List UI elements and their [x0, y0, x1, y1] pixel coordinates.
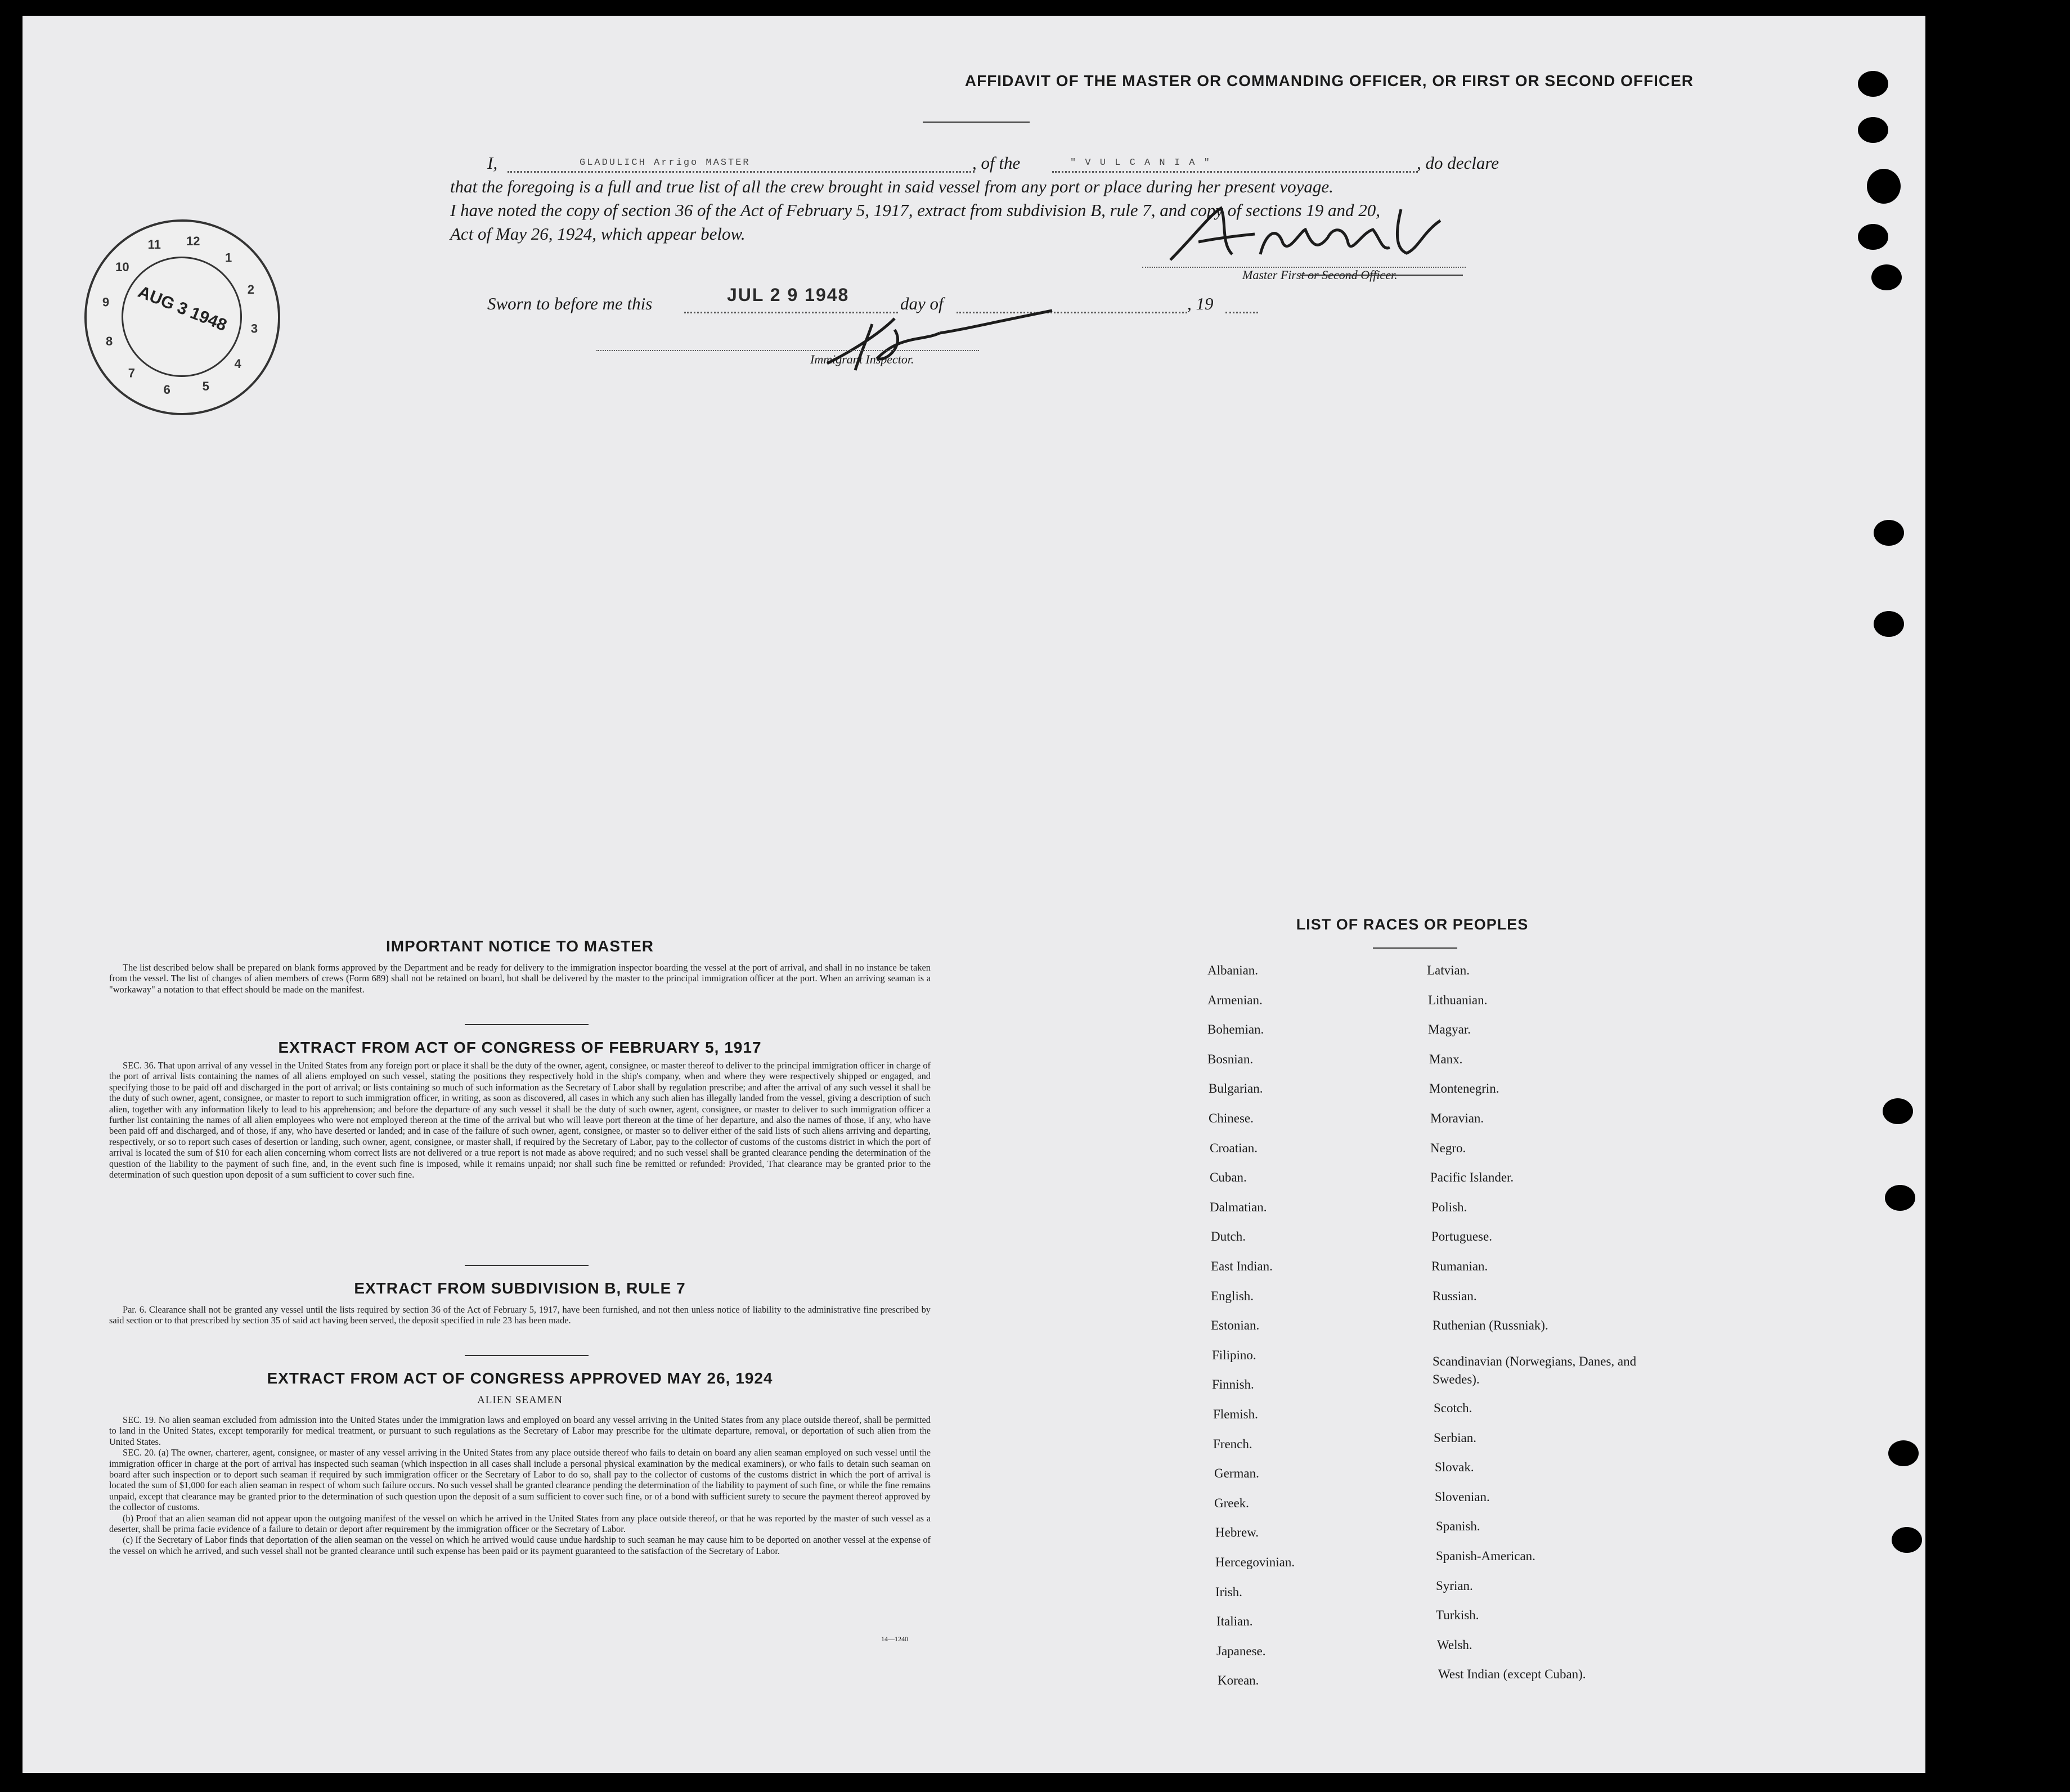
form-number: 14—1240 [881, 1635, 908, 1643]
races-title: LIST OF RACES OR PEOPLES [1296, 916, 1529, 933]
race-item: Welsh. [1437, 1637, 1472, 1652]
race-item: Hercegovinian. [1215, 1555, 1295, 1569]
punch-hole [1874, 611, 1904, 637]
race-item: Ruthenian (Russniak). [1433, 1318, 1548, 1333]
race-item: Filipino. [1212, 1348, 1256, 1362]
declaration-line-3: I have noted the copy of section 36 of the Act of February 5, 1917, extract from subdivision B, rule 7, and copy of sections 19 and 20, [450, 200, 1381, 220]
punch-hole [1871, 264, 1902, 290]
race-item: Armenian. [1207, 992, 1263, 1007]
race-item: Finnish. [1212, 1377, 1254, 1392]
race-item: Manx. [1429, 1052, 1463, 1066]
race-item: German. [1214, 1466, 1259, 1481]
extract-1924-title: EXTRACT FROM ACT OF CONGRESS APPROVED MAY 26, 1924 [267, 1369, 773, 1387]
race-item: Spanish-American. [1436, 1549, 1535, 1563]
stamp-numeral: 7 [128, 366, 136, 380]
race-item: Dutch. [1211, 1229, 1246, 1244]
race-item: Italian. [1216, 1614, 1253, 1629]
race-item: Cuban. [1210, 1170, 1247, 1185]
punch-hole [1888, 1440, 1919, 1466]
race-item: Negro. [1430, 1140, 1466, 1155]
race-item: Scandinavian (Norwegians, Danes, and Swedes). [1433, 1354, 1637, 1386]
race-item: Irish. [1215, 1584, 1242, 1599]
section-rule [465, 1024, 589, 1025]
race-item: East Indian. [1211, 1259, 1273, 1273]
punch-hole [1858, 224, 1888, 250]
officer-strike [1300, 275, 1463, 276]
race-item: Korean. [1218, 1673, 1259, 1688]
vessel-name-line [1052, 171, 1418, 173]
race-item: Russian. [1433, 1288, 1477, 1303]
sworn-label: Sworn to before me this [487, 294, 653, 313]
stamp-numeral: 10 [115, 259, 129, 274]
punch-hole [1867, 169, 1901, 204]
race-item: Serbian. [1434, 1430, 1477, 1445]
race-item: Montenegrin. [1429, 1081, 1499, 1096]
declaration-i-label: I, [487, 153, 498, 173]
race-item: Bulgarian. [1209, 1081, 1263, 1096]
notice-paragraph: The list described below shall be prepared on blank forms approved by the Department and be ready for delivery to the immigration inspector boarding the vessel at the port of arrival, and shall in no instance be taken from the vessel. The list of changes of alien members of crews (Form 689) shall not be retained on board, but shall be delivered by the master to the principal immigration officer at the port. When an arriving seaman is a "workaway" a notation to that effect should be made on the manifest. [109, 962, 931, 995]
sec20a-paragraph: SEC. 20. (a) The owner, charterer, agent, consignee, or master of any vessel arriving in the United States from any place outside thereof who fails to detain on board any alien seaman employed on such vessel until the immigration officer in charge at the port of arrival has inspected such seaman (which inspection in all cases shall include a personal physical examination by the medical examiners), or who fails to detain such seaman on board after such inspection or to deport such seaman if required by such immigration officer or the Secretary of Labor to do so, shall pay to the collector of customs of the customs district in which the port of arrival is located the sum of $1,000 for each alien seaman in respect of whom such failure occurs. No such vessel shall be granted clearance pending the determination of the liability to payment of such fine, or while the fine remains unpaid, except that clearance may be granted prior to the determination of such question upon the deposit of a sum sufficient to cover such fine, or of a bond with sufficient surety to secure the payment thereof approved by the collector of customs. [109, 1447, 931, 1513]
notice-text [109, 962, 931, 995]
stamp-numeral: 8 [105, 334, 113, 348]
sec20b-paragraph: (b) Proof that an alien seaman did not appear upon the outgoing manifest of the vessel on which he arrived in the United States from any place outside thereof, or that he was reported by the master of such vessel as a deserter, shall be prima facie evidence of a failure to detain or deport after requirement by the immigration officer or the Secretary of Labor. [109, 1512, 931, 1535]
race-item: Turkish. [1436, 1608, 1479, 1623]
extract-1924-text [109, 1414, 931, 1556]
races-title-rule [1373, 947, 1457, 949]
punch-hole [1874, 520, 1904, 546]
punch-hole [1892, 1527, 1922, 1553]
master-name: GLADULICH Arrigo MASTER [580, 158, 751, 168]
stamp-numeral: 5 [202, 379, 209, 393]
race-item: Hebrew. [1215, 1525, 1259, 1540]
stamp-numeral: 11 [147, 237, 161, 252]
date-stamp-seal [84, 219, 280, 415]
notice-title: IMPORTANT NOTICE TO MASTER [385, 937, 654, 955]
punch-hole [1883, 1098, 1913, 1124]
race-item: Estonian. [1211, 1318, 1260, 1333]
punch-hole [1885, 1185, 1915, 1211]
do-declare-label: , do declare [1417, 153, 1499, 173]
title-rule [923, 122, 1030, 123]
officer-caption: Master First or Second Officer. [1242, 268, 1398, 282]
race-item: Chinese. [1209, 1111, 1254, 1125]
punch-hole [1858, 71, 1888, 97]
sec19-paragraph: SEC. 19. No alien seaman excluded from admission into the United States under the immigration laws and employed on board any vessel arriving in the United States from any place outside thereof, shall be permitted to land in the United States, except temporarily for medical treatment, or pursuant to such regulations as the Secretary of Labor may prescribe for the ultimate departure, removal, or deportation of such alien from the United States. [109, 1414, 931, 1447]
section-rule [465, 1355, 589, 1356]
race-item: Magyar. [1428, 1022, 1471, 1037]
race-item: Croatian. [1210, 1140, 1258, 1155]
stamp-numeral: 4 [234, 357, 241, 371]
rule7-title: EXTRACT FROM SUBDIVISION B, RULE 7 [354, 1279, 686, 1297]
race-item: Syrian. [1436, 1578, 1473, 1593]
race-item: French. [1213, 1436, 1252, 1451]
inspector-signature-line [596, 350, 979, 351]
master-signature [1159, 198, 1452, 266]
race-item: Greek. [1214, 1495, 1249, 1510]
extract-1917-title: EXTRACT FROM ACT OF CONGRESS OF FEBRUARY 5, 1917 [278, 1039, 762, 1056]
race-item: Bohemian. [1207, 1022, 1264, 1037]
race-item: Japanese. [1216, 1643, 1266, 1658]
race-item: Polish. [1431, 1200, 1467, 1214]
year-line [1225, 312, 1258, 313]
inspector-caption: Immigrant Inspector. [810, 352, 914, 366]
stamp-numeral: 1 [224, 250, 232, 265]
affidavit-title: AFFIDAVIT OF THE MASTER OR COMMANDING OFFICER, OR FIRST OR SECOND OFFICER [964, 72, 1694, 89]
stamp-numeral: 12 [186, 234, 200, 248]
vessel-name: " V U L C A N I A " [1070, 158, 1211, 168]
race-item: Lithuanian. [1428, 992, 1488, 1007]
race-item: Spanish. [1436, 1519, 1480, 1534]
extract-1924-subtitle: ALIEN SEAMEN [477, 1394, 563, 1406]
extract-1917-paragraph: SEC. 36. That upon arrival of any vessel in the United States from any foreign port or place it shall be the duty of the owner, agent, consignee, or master thereof to deliver to the principal immigration officer in charge of the port of arrival lists containing the names of all aliens employed on such vessel, stating the positions they respectively hold in the ship's company, when and where they were respectively shipped or engaged, and specifying those to be paid off and discharged in the port of arrival; or lists containing so much of such information as the Secretary of Labor shall by regulation prescribe; and after the arrival of any such vessel it shall be the duty of such owner, agent, consignee, or master to report to such immigration officer, in writing, as soon as discovered, all cases in which any such alien has illegally landed from the vessel, giving a description of such alien, together with any information likely to lead to his apprehension; and before the departure of any such vessel it shall be the duty of such owner, agent, consignee, or master to deliver to such immigration officer a further list containing the names of all alien employees who were not employed thereon at the time of the arrival but who will leave port thereon at the time of her departure, and also the names of those, if any, who have been paid off and discharged, and of those, if any, who have deserted or landed; and in case of the failure of such owner, agent, consignee, or master so to deliver either of the said lists of such aliens arriving and departing, respectively, or so to report such cases of desertion or landing, such owner, agent, consignee, or master shall, if required by the Secretary of Labor, pay to the collector of customs of the customs district in which the port of arrival is located the sum of $10 for each alien concerning whom correct lists are not delivered or a true report is not made as above required; and no such vessel shall be granted clearance pending the determination of the question of the liability to the payment of such fine, and, in the event such fine is imposed, while it remains unpaid; nor shall such fine be remitted or refunded: Provided, That clearance may be granted prior to the determination of such question upon deposit of a sum sufficient to cover such fine. [109, 1060, 931, 1180]
declaration-line-2: that the foregoing is a full and true list of all the crew brought in said vessel from any port or place during her present voyage. [450, 177, 1333, 196]
race-item: West Indian (except Cuban). [1438, 1667, 1586, 1682]
race-item: Scotch. [1434, 1401, 1472, 1415]
race-item: Latvian. [1427, 963, 1470, 977]
rule7-paragraph: Par. 6. Clearance shall not be granted any vessel until the lists required by section 36 of the Act of February 5, 1917, have been furnished, and not then unless notice of liability to the administrative fine prescribed by said section or to that prescribed by section 35 of said act having been served, the deposit specified in rule 23 has been made. [109, 1304, 931, 1326]
race-item: Albanian. [1207, 963, 1259, 977]
race-item: Pacific Islander. [1430, 1170, 1514, 1185]
race-item: Slovak. [1435, 1460, 1474, 1475]
section-rule [465, 1265, 589, 1266]
sec20c-paragraph: (c) If the Secretary of Labor finds that deportation of the alien seaman on the vessel on which he arrived would cause undue hardship to such seaman he may cause him to be deported on another vessel at the expense of the vessel on which he arrived, and such vessel shall not be granted clearance until such expense has been paid or its payment guaranteed to the satisfaction of the Secretary of Labor. [109, 1534, 931, 1556]
punch-hole [1858, 117, 1888, 143]
declaration-line-4: Act of May 26, 1924, which appear below. [450, 224, 746, 244]
extract-1917-text [109, 1060, 931, 1180]
date-stamp-date: AUG 3 1948 [135, 282, 230, 335]
of-the-label: , of the [972, 153, 1021, 173]
stamp-numeral: 2 [247, 282, 255, 297]
race-item: Portuguese. [1431, 1229, 1492, 1244]
rule7-text [109, 1304, 931, 1326]
stamp-numeral: 6 [163, 383, 170, 397]
race-item: Dalmatian. [1210, 1200, 1267, 1214]
race-item: Moravian. [1430, 1111, 1484, 1125]
race-item: English. [1211, 1288, 1254, 1303]
master-name-line [508, 171, 975, 173]
day-of-label: day of [900, 294, 944, 313]
sworn-date-stamp: JUL 2 9 1948 [727, 285, 850, 305]
race-item: Flemish. [1213, 1407, 1258, 1421]
race-item: Bosnian. [1207, 1052, 1254, 1066]
stamp-numeral: 9 [102, 295, 110, 309]
year-prefix: , 19 [1187, 294, 1214, 313]
race-item: Rumanian. [1431, 1259, 1488, 1273]
race-item: Slovenian. [1435, 1489, 1490, 1504]
stamp-numeral: 3 [250, 321, 258, 336]
